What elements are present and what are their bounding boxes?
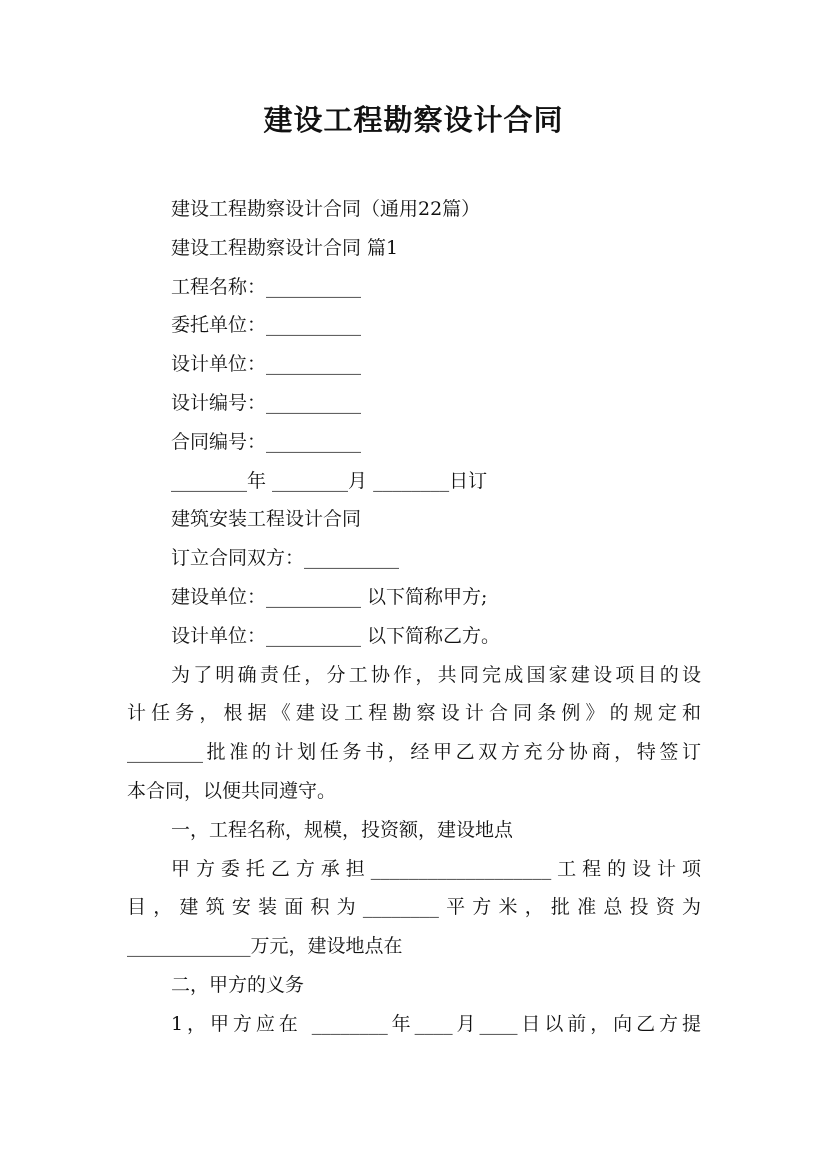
designer-field: 设计单位：__________	[171, 353, 362, 376]
intro-line: 为了明确责任，分工协作，共同完成国家建设项目的设	[171, 663, 701, 686]
contract-number-field: 合同编号：__________	[171, 430, 362, 453]
intro-line: 本合同，以便共同遵守。	[127, 779, 337, 802]
section-1-heading: 一，工程名称，规模，投资额，建设地点	[171, 818, 514, 841]
document-body	[127, 190, 701, 1044]
project-name-field: 工程名称：__________	[171, 275, 362, 298]
section-2-item-1: 1，甲方应在 ________年____月____日以前，向乙方提	[171, 1012, 701, 1035]
party-a-field: 建设单位：__________ 以下简称甲方;	[171, 585, 488, 608]
intro-line: ________批准的计划任务书，经甲乙双方充分协商，特签订	[127, 741, 701, 764]
subtitle-line: 建设工程勘察设计合同（通用22篇）	[171, 198, 481, 220]
design-number-field: 设计编号：__________	[171, 391, 362, 414]
document-title: 建设工程勘察设计合同	[263, 103, 564, 137]
party-b-field: 设计单位：__________ 以下简称乙方。	[171, 624, 501, 647]
section-1-line: _____________万元，建设地点在	[127, 935, 403, 958]
parties-field: 订立合同双方：__________	[171, 547, 400, 570]
contract-kind-heading: 建筑安装工程设计合同	[171, 508, 362, 531]
section-2-heading: 二，甲方的义务	[171, 973, 305, 996]
section-1-paragraph	[127, 850, 701, 966]
intro-paragraph	[127, 656, 701, 811]
intro-line: 计任务，根据《建设工程勘察设计合同条例》的规定和	[127, 702, 701, 725]
chapter-heading: 建设工程勘察设计合同 篇1	[171, 236, 399, 259]
section-1-line: 目，建筑安装面积为________平方米，批准总投资为	[127, 896, 701, 919]
client-field: 委托单位：__________	[171, 314, 362, 337]
date-line: ________年 ________月 ________日订	[171, 469, 488, 492]
section-1-line: 甲方委托乙方承担___________________工程的设计项	[171, 857, 701, 880]
